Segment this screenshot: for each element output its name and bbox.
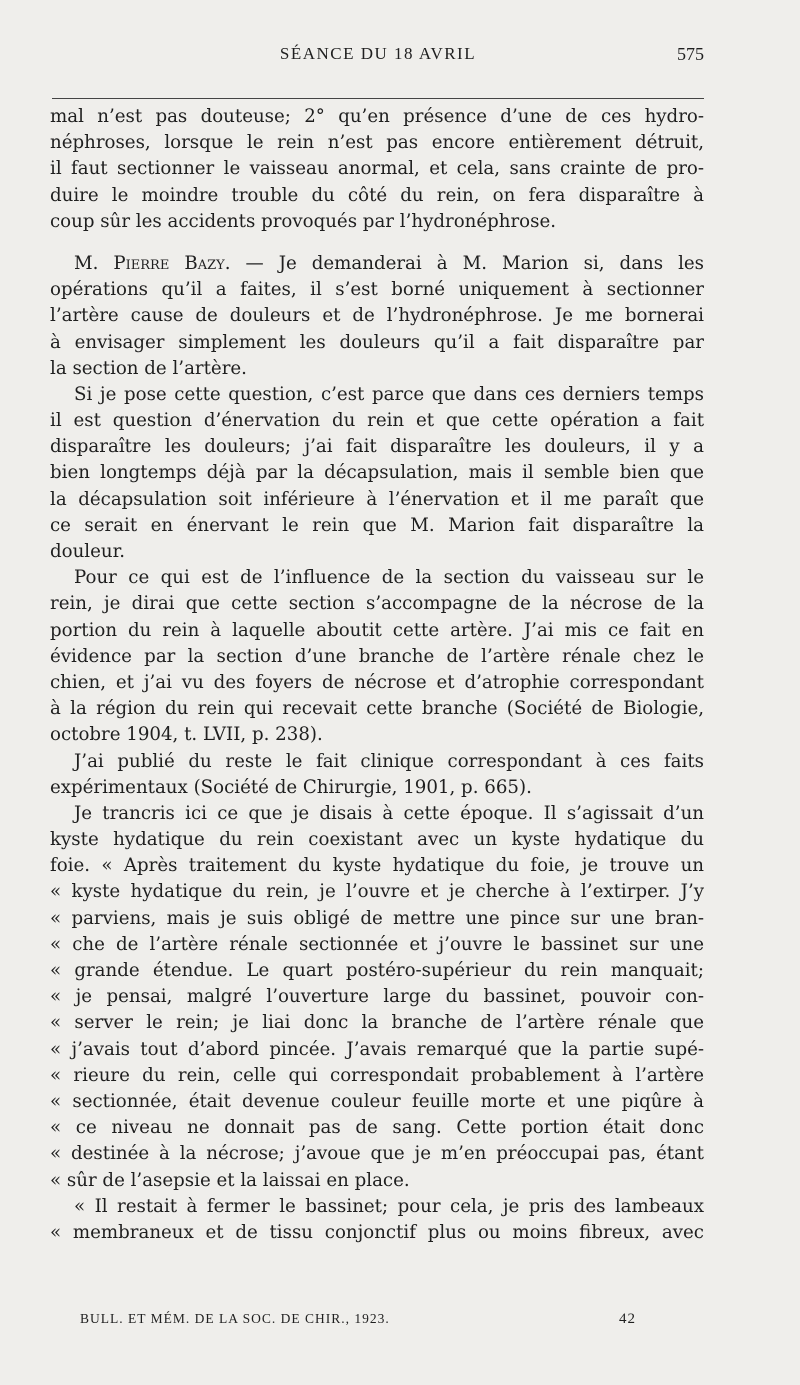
text-line: « destinée à la nécrose; j’avoue que je m’en préoccupai pas, étant: [50, 1143, 704, 1165]
text-line: évidence par la section d’une branche de l’artère rénale chez le: [50, 645, 704, 667]
text-line: la décapsulation soit inférieure à l’énervation et il me paraît que: [50, 488, 704, 510]
text-line: coup sûr les accidents provoqués par l’hydronéphrose.: [50, 210, 556, 232]
text-line: duire le moindre trouble du côté du rein, on fera disparaître à: [50, 184, 704, 206]
text-line: « sectionnée, était devenue couleur feuille morte et une piqûre à: [50, 1090, 704, 1112]
text-line: à envisager simplement les douleurs qu’il a fait disparaître par: [50, 331, 704, 353]
text-line: il est question d’énervation du rein et que cette opération a fait: [50, 410, 704, 432]
paragraph: [50, 382, 704, 565]
running-head: [52, 44, 704, 74]
text-line: Si je pose cette question, c’est parce que dans ces derniers temps: [74, 383, 704, 405]
text-line: l’artère cause de douleurs et de l’hydronéphrose. Je me bornerai: [50, 305, 704, 327]
text-line: « j’avais tout d’abord pincée. J’avais remarqué que la partie supé-: [50, 1038, 704, 1060]
text-line: « je pensai, malgré l’ouverture large du bassinet, pouvoir con-: [50, 986, 704, 1008]
text-line: « che de l’artère rénale sectionnée et j’ouvre le bassinet sur une: [50, 933, 704, 955]
text-line: opérations qu’il a faites, il s’est borné uniquement à sectionner: [50, 279, 704, 301]
text-line: ce serait en énervant le rein que M. Marion fait disparaître la: [50, 514, 704, 536]
text-line-rest: — Je demanderai à M. Marion si, dans les: [230, 252, 705, 274]
text-line: [50, 251, 704, 277]
text-line: douleur.: [50, 541, 126, 562]
text-line: « Il restait à fermer le bassinet; pour cela, je pris des lambeaux: [74, 1195, 704, 1217]
text-line: « membraneux et de tissu conjonctif plus ou moins fibreux, avec: [50, 1221, 704, 1243]
text-line: « ce niveau ne donnait pas de sang. Cette portion était donc: [50, 1117, 704, 1139]
text-line: « grande étendue. Le quart postéro-supérieur du rein manquait;: [50, 960, 704, 981]
paragraph: [50, 104, 704, 235]
text-line: disparaître les douleurs; j’ai fait disparaître les douleurs, il y a: [50, 436, 704, 458]
text-line: portion du rein à laquelle aboutit cette artère. J’ai mis ce fait en: [50, 619, 704, 641]
header-rule: [52, 98, 704, 99]
text-line: néphroses, lorsque le rein n’est pas encore entièrement détruit,: [50, 132, 704, 154]
page-number: 575: [677, 44, 704, 64]
body-text: [50, 104, 704, 1246]
paragraph: [50, 565, 704, 748]
paragraph: [50, 801, 704, 1194]
text-line: la section de l’artère.: [50, 357, 247, 379]
text-line: « sûr de l’asepsie et la laissai en place.: [50, 1169, 410, 1191]
paragraph: [50, 251, 704, 382]
page-header-title: SÉANCE DU 18 AVRIL: [279, 44, 477, 63]
text-line: kyste hydatique du rein coexistant avec un kyste hydatique du: [50, 829, 704, 851]
text-line: octobre 1904, t. LVII, p. 238).: [50, 724, 323, 746]
text-line: mal n’est pas douteuse; 2° qu’en présence d’une de ces hydro-: [50, 106, 704, 127]
paragraph: [50, 1194, 704, 1246]
text-line: « parviens, mais je suis obligé de mettre une pince sur une bran-: [50, 907, 704, 929]
text-line: à la région du rein qui recevait cette branche (Société de Biologie,: [50, 698, 704, 720]
text-line: « rieure du rein, celle qui correspondait probablement à l’artère: [50, 1064, 704, 1086]
text-line: Pour ce qui est de l’influence de la section du vaisseau sur le: [74, 567, 704, 589]
text-line: expérimentaux (Société de Chirurgie, 1901, p. 665).: [50, 776, 532, 798]
text-line: il faut sectionner le vaisseau anormal, et cela, sans crainte de pro-: [50, 158, 704, 180]
paragraph: [50, 749, 704, 801]
text-line: foie. « Après traitement du kyste hydatique du foie, je trouve un: [50, 855, 704, 877]
text-line: rein, je dirai que cette section s’accompagne de la nécrose de la: [50, 593, 704, 615]
text-line: Je trancris ici ce que je disais à cette époque. Il s’agissait d’un: [74, 802, 704, 824]
page-footer: [80, 1311, 636, 1333]
journal-reference: BULL. ET MÉM. DE LA SOC. DE CHIR., 1923.: [80, 1311, 390, 1326]
speaker-name: M. Pierre Bazy.: [74, 252, 231, 274]
text-line: « kyste hydatique du rein, je l’ouvre et je cherche à l’extirper. J’y: [50, 881, 704, 903]
text-line: bien longtemps déjà par la décapsulation, mais il semble bien que: [50, 462, 704, 484]
text-line: « server le rein; je liai donc la branche de l’artère rénale que: [50, 1012, 704, 1034]
text-line: J’ai publié du reste le fait clinique correspondant à ces faits: [74, 750, 704, 772]
signature-mark: 42: [619, 1311, 636, 1327]
text-line: chien, et j’ai vu des foyers de nécrose et d’atrophie correspondant: [50, 671, 704, 693]
paragraph-gap: [50, 235, 704, 251]
